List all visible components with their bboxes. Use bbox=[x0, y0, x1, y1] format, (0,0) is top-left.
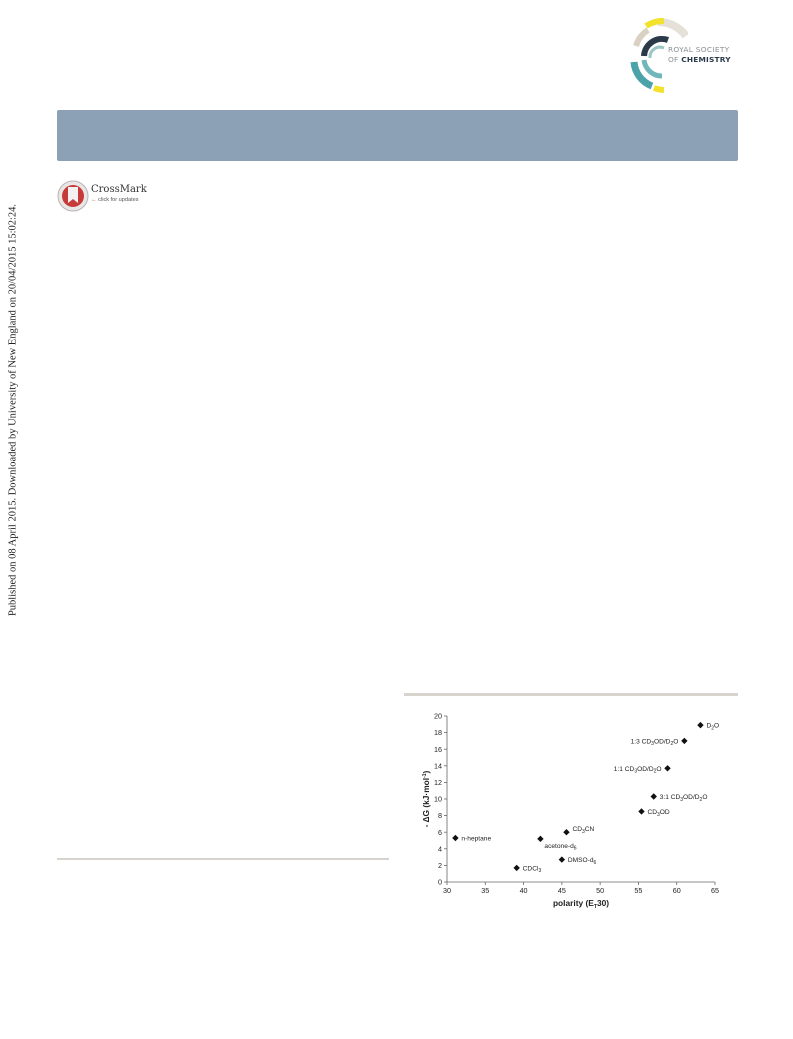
data-point-marker bbox=[681, 738, 687, 744]
data-point-marker bbox=[452, 835, 458, 841]
crossmark-title: CrossMark bbox=[91, 184, 147, 195]
download-note-text: Published on 08 April 2015. Downloaded by University of New England on 20/04/2015 15:02:24. bbox=[7, 203, 19, 617]
y-tick-label: 20 bbox=[434, 711, 442, 721]
data-point-marker bbox=[664, 765, 670, 771]
x-tick-label: 60 bbox=[672, 886, 681, 895]
data-point-label: $D_2O$ bbox=[706, 722, 720, 732]
x-axis-title: polarity $(E_T30)$ bbox=[552, 898, 610, 910]
x-tick-label: 65 bbox=[711, 886, 719, 895]
figure-top-rule bbox=[404, 693, 738, 696]
data-point-label: acetone-$d_6$ bbox=[544, 842, 577, 852]
crossmark-subtitle bbox=[91, 197, 139, 203]
publisher-line1: ROYAL SOCIETY bbox=[668, 45, 730, 54]
data-point-marker bbox=[651, 793, 657, 799]
rsc-logo[interactable] bbox=[628, 18, 740, 94]
y-tick-label: 14 bbox=[434, 761, 442, 771]
x-tick-label: 45 bbox=[557, 886, 566, 895]
crossmark-icon bbox=[57, 180, 89, 212]
data-point-label: CDCl$_3$ bbox=[522, 865, 542, 875]
x-tick-label: 40 bbox=[519, 886, 528, 895]
crossmark-subtitle-text: click for updates bbox=[98, 197, 139, 203]
x-tick-label: 35 bbox=[481, 886, 490, 895]
data-point-label: DMSO-$d_6$ bbox=[567, 857, 597, 866]
y-tick-label: 6 bbox=[438, 827, 442, 837]
data-point-marker bbox=[559, 856, 565, 862]
y-tick-label: 12 bbox=[434, 778, 442, 787]
data-point-marker bbox=[563, 829, 569, 835]
y-tick-label: 2 bbox=[438, 861, 442, 870]
data-point-label: $CD_3OD$ bbox=[647, 808, 670, 818]
publisher-line2-prefix: OF bbox=[668, 55, 679, 64]
polarity-energy-chart bbox=[404, 700, 738, 915]
crossmark-arrow-icon: ← bbox=[91, 197, 97, 203]
data-point-marker bbox=[697, 722, 703, 728]
article-header-banner bbox=[57, 110, 738, 161]
y-tick-label: 10 bbox=[434, 794, 442, 804]
x-tick-label: 30 bbox=[443, 886, 451, 895]
y-axis-title: - ΔG (kJ·mol$^{-1}$) bbox=[421, 770, 431, 828]
y-tick-label: 0 bbox=[438, 877, 442, 887]
y-tick-label: 4 bbox=[438, 844, 442, 854]
data-point-label: 3:1 $CD_3OD/D_2O$ bbox=[659, 794, 708, 803]
crossmark-badge[interactable] bbox=[57, 180, 147, 212]
data-point-marker bbox=[537, 836, 543, 842]
data-point-label: 1:1 $CD_3OD/D_2O$ bbox=[613, 765, 662, 775]
y-tick-label: 8 bbox=[438, 811, 442, 821]
publisher-line2 bbox=[668, 55, 731, 65]
column-footer-rule bbox=[57, 858, 389, 860]
y-tick-label: 18 bbox=[434, 728, 442, 738]
data-point-label: $CD_3CN$ bbox=[572, 826, 595, 835]
x-tick-label: 55 bbox=[634, 886, 643, 895]
data-point-label: n-heptane bbox=[461, 835, 492, 843]
download-margin-note bbox=[6, 180, 20, 640]
data-point-label: 1:3 $CD_3OD/D_2O$ bbox=[630, 738, 679, 748]
data-point-marker bbox=[513, 865, 519, 871]
x-tick-label: 50 bbox=[596, 886, 605, 895]
data-point-marker bbox=[638, 808, 644, 814]
publisher-line2-main: CHEMISTRY bbox=[681, 55, 731, 64]
y-tick-label: 16 bbox=[434, 744, 442, 754]
